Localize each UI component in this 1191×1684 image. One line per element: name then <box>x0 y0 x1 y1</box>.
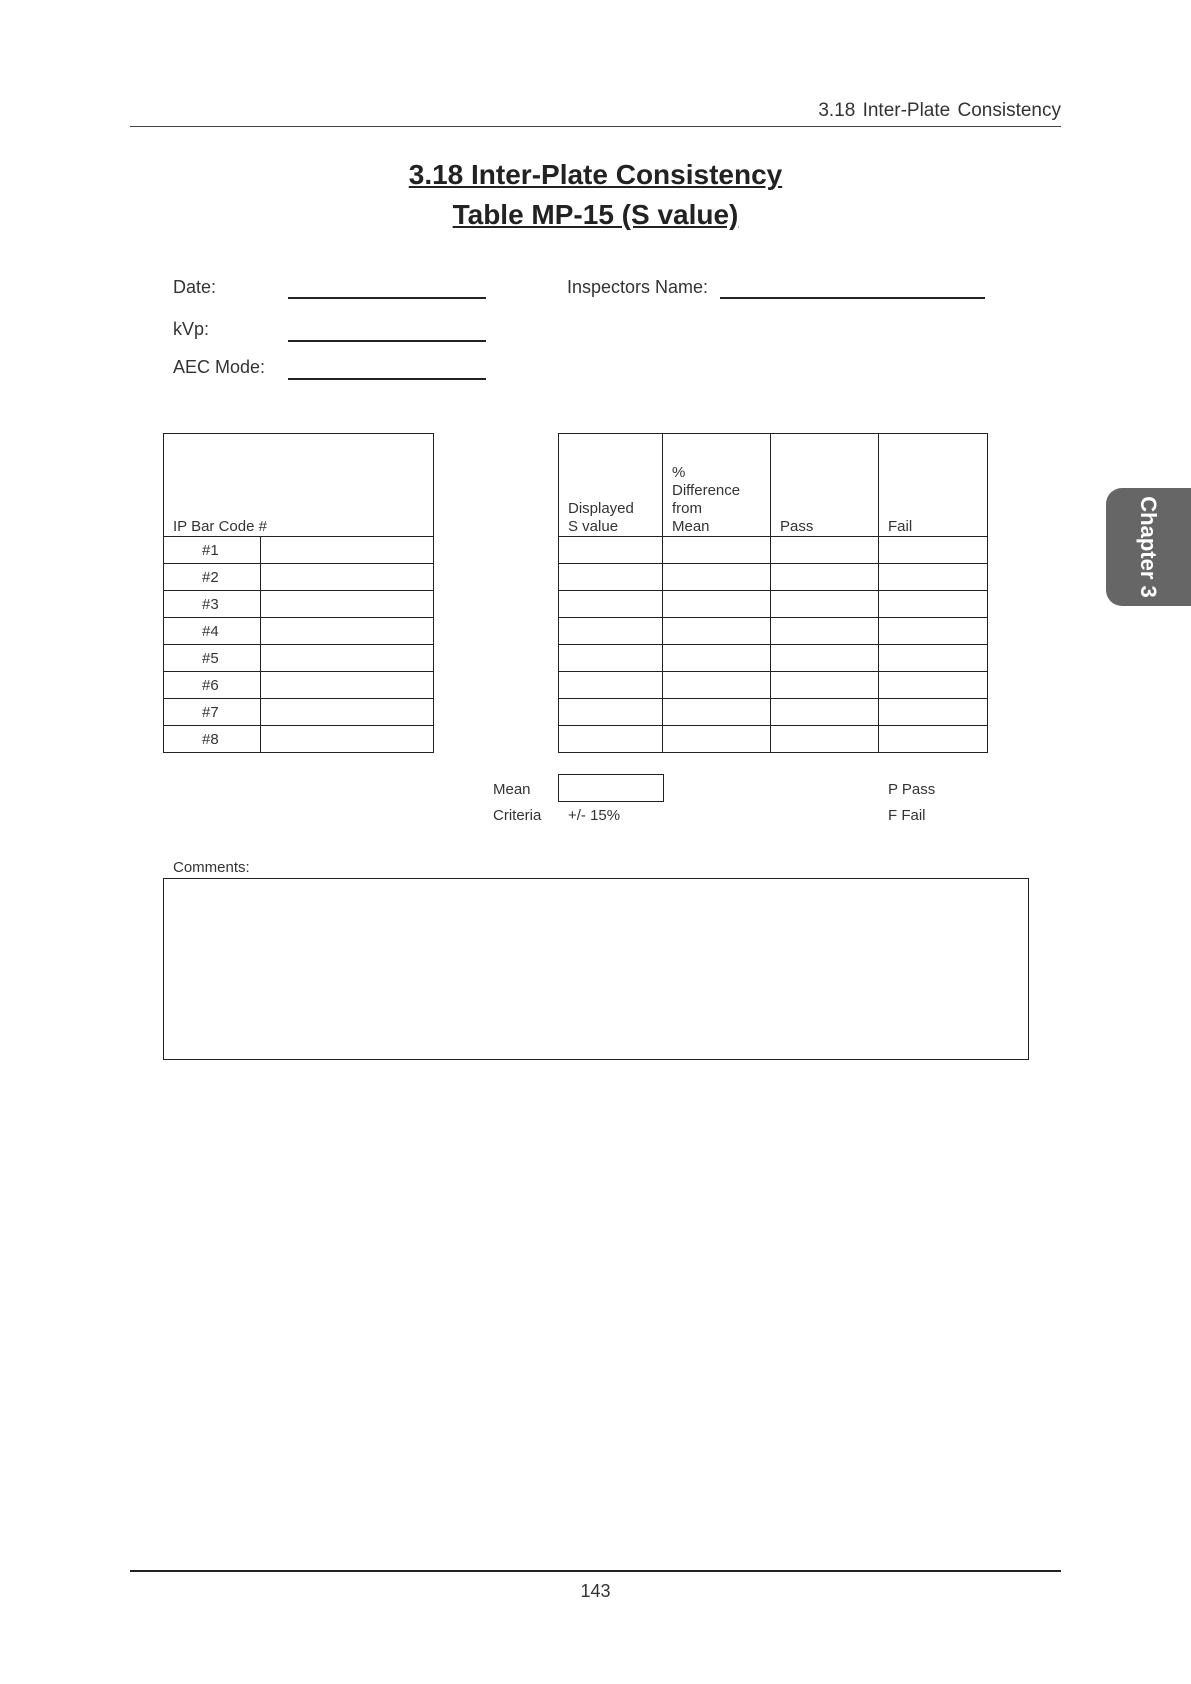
s-value-cell[interactable] <box>559 645 663 672</box>
mean-label: Mean <box>493 781 531 798</box>
chapter-tab <box>1106 488 1191 606</box>
pass-cell[interactable] <box>771 618 879 645</box>
comments-label: Comments: <box>173 859 250 876</box>
fail-cell[interactable] <box>879 726 988 753</box>
pass-cell[interactable] <box>771 645 879 672</box>
percent-difference-header: % Difference from Mean <box>663 434 771 537</box>
pass-header: Pass <box>771 434 879 537</box>
fail-cell[interactable] <box>879 672 988 699</box>
s-value-cell[interactable] <box>559 726 663 753</box>
criteria-value: +/- 15% <box>568 807 621 824</box>
date-label: Date: <box>173 277 217 297</box>
bar-code-cell[interactable] <box>261 591 434 618</box>
fail-header: Fail <box>879 434 988 537</box>
bar-code-cell[interactable] <box>261 564 434 591</box>
s-value-cell[interactable] <box>559 564 663 591</box>
footer-rule <box>130 1570 1061 1572</box>
bar-code-cell[interactable] <box>261 537 434 564</box>
difference-cell[interactable] <box>663 618 771 645</box>
plate-number: #7 <box>164 699 261 726</box>
pass-cell[interactable] <box>771 564 879 591</box>
pass-cell[interactable] <box>771 537 879 564</box>
aec-mode-label: AEC Mode: <box>173 357 266 377</box>
legend-fail: F Fail <box>888 807 926 824</box>
criteria-label: Criteria <box>493 807 542 824</box>
ip-bar-code-table <box>163 433 434 748</box>
plate-number: #3 <box>164 591 261 618</box>
fail-cell[interactable] <box>879 699 988 726</box>
header-rule <box>130 126 1061 127</box>
plate-number: #1 <box>164 537 261 564</box>
fail-cell[interactable] <box>879 564 988 591</box>
plate-number: #8 <box>164 726 261 753</box>
difference-cell[interactable] <box>663 726 771 753</box>
ip-bar-code-header: IP Bar Code # <box>164 434 434 537</box>
page-title: 3.18 Inter-Plate Consistency <box>408 159 783 190</box>
displayed-s-value-header: Displayed S value <box>559 434 663 537</box>
mean-field[interactable] <box>558 774 664 802</box>
difference-cell[interactable] <box>663 564 771 591</box>
bar-code-cell[interactable] <box>261 699 434 726</box>
plate-number: #6 <box>164 672 261 699</box>
bar-code-cell[interactable] <box>261 618 434 645</box>
s-value-cell[interactable] <box>559 699 663 726</box>
plate-number: #4 <box>164 618 261 645</box>
plate-number: #5 <box>164 645 261 672</box>
bar-code-cell[interactable] <box>261 645 434 672</box>
bar-code-cell[interactable] <box>261 672 434 699</box>
difference-cell[interactable] <box>663 591 771 618</box>
plate-number: #2 <box>164 564 261 591</box>
inspector-name-field[interactable] <box>720 297 985 299</box>
pass-cell[interactable] <box>771 672 879 699</box>
s-value-cell[interactable] <box>559 591 663 618</box>
pass-cell[interactable] <box>771 726 879 753</box>
kvp-label: kVp: <box>173 319 210 339</box>
difference-cell[interactable] <box>663 537 771 564</box>
date-field[interactable] <box>288 297 486 299</box>
s-value-cell[interactable] <box>559 618 663 645</box>
fail-cell[interactable] <box>879 591 988 618</box>
pass-cell[interactable] <box>771 699 879 726</box>
bar-code-cell[interactable] <box>261 726 434 753</box>
s-value-cell[interactable] <box>559 672 663 699</box>
legend-pass: P Pass <box>888 781 936 798</box>
kvp-field[interactable] <box>288 340 486 342</box>
table-title: Table MP-15 (S value) <box>452 199 739 230</box>
fail-cell[interactable] <box>879 618 988 645</box>
s-value-cell[interactable] <box>559 537 663 564</box>
aec-mode-field[interactable] <box>288 378 486 380</box>
fail-cell[interactable] <box>879 537 988 564</box>
comments-field[interactable] <box>163 878 1029 1060</box>
s-value-results-table <box>558 433 988 748</box>
page-number: 143 <box>580 1581 611 1601</box>
fail-cell[interactable] <box>879 645 988 672</box>
difference-cell[interactable] <box>663 645 771 672</box>
chapter-tab-label: Chapter 3 <box>1136 496 1161 598</box>
pass-cell[interactable] <box>771 591 879 618</box>
running-header: 3.18 Inter-Plate Consistency <box>818 100 1061 121</box>
difference-cell[interactable] <box>663 672 771 699</box>
difference-cell[interactable] <box>663 699 771 726</box>
inspector-name-label: Inspectors Name: <box>567 277 709 297</box>
